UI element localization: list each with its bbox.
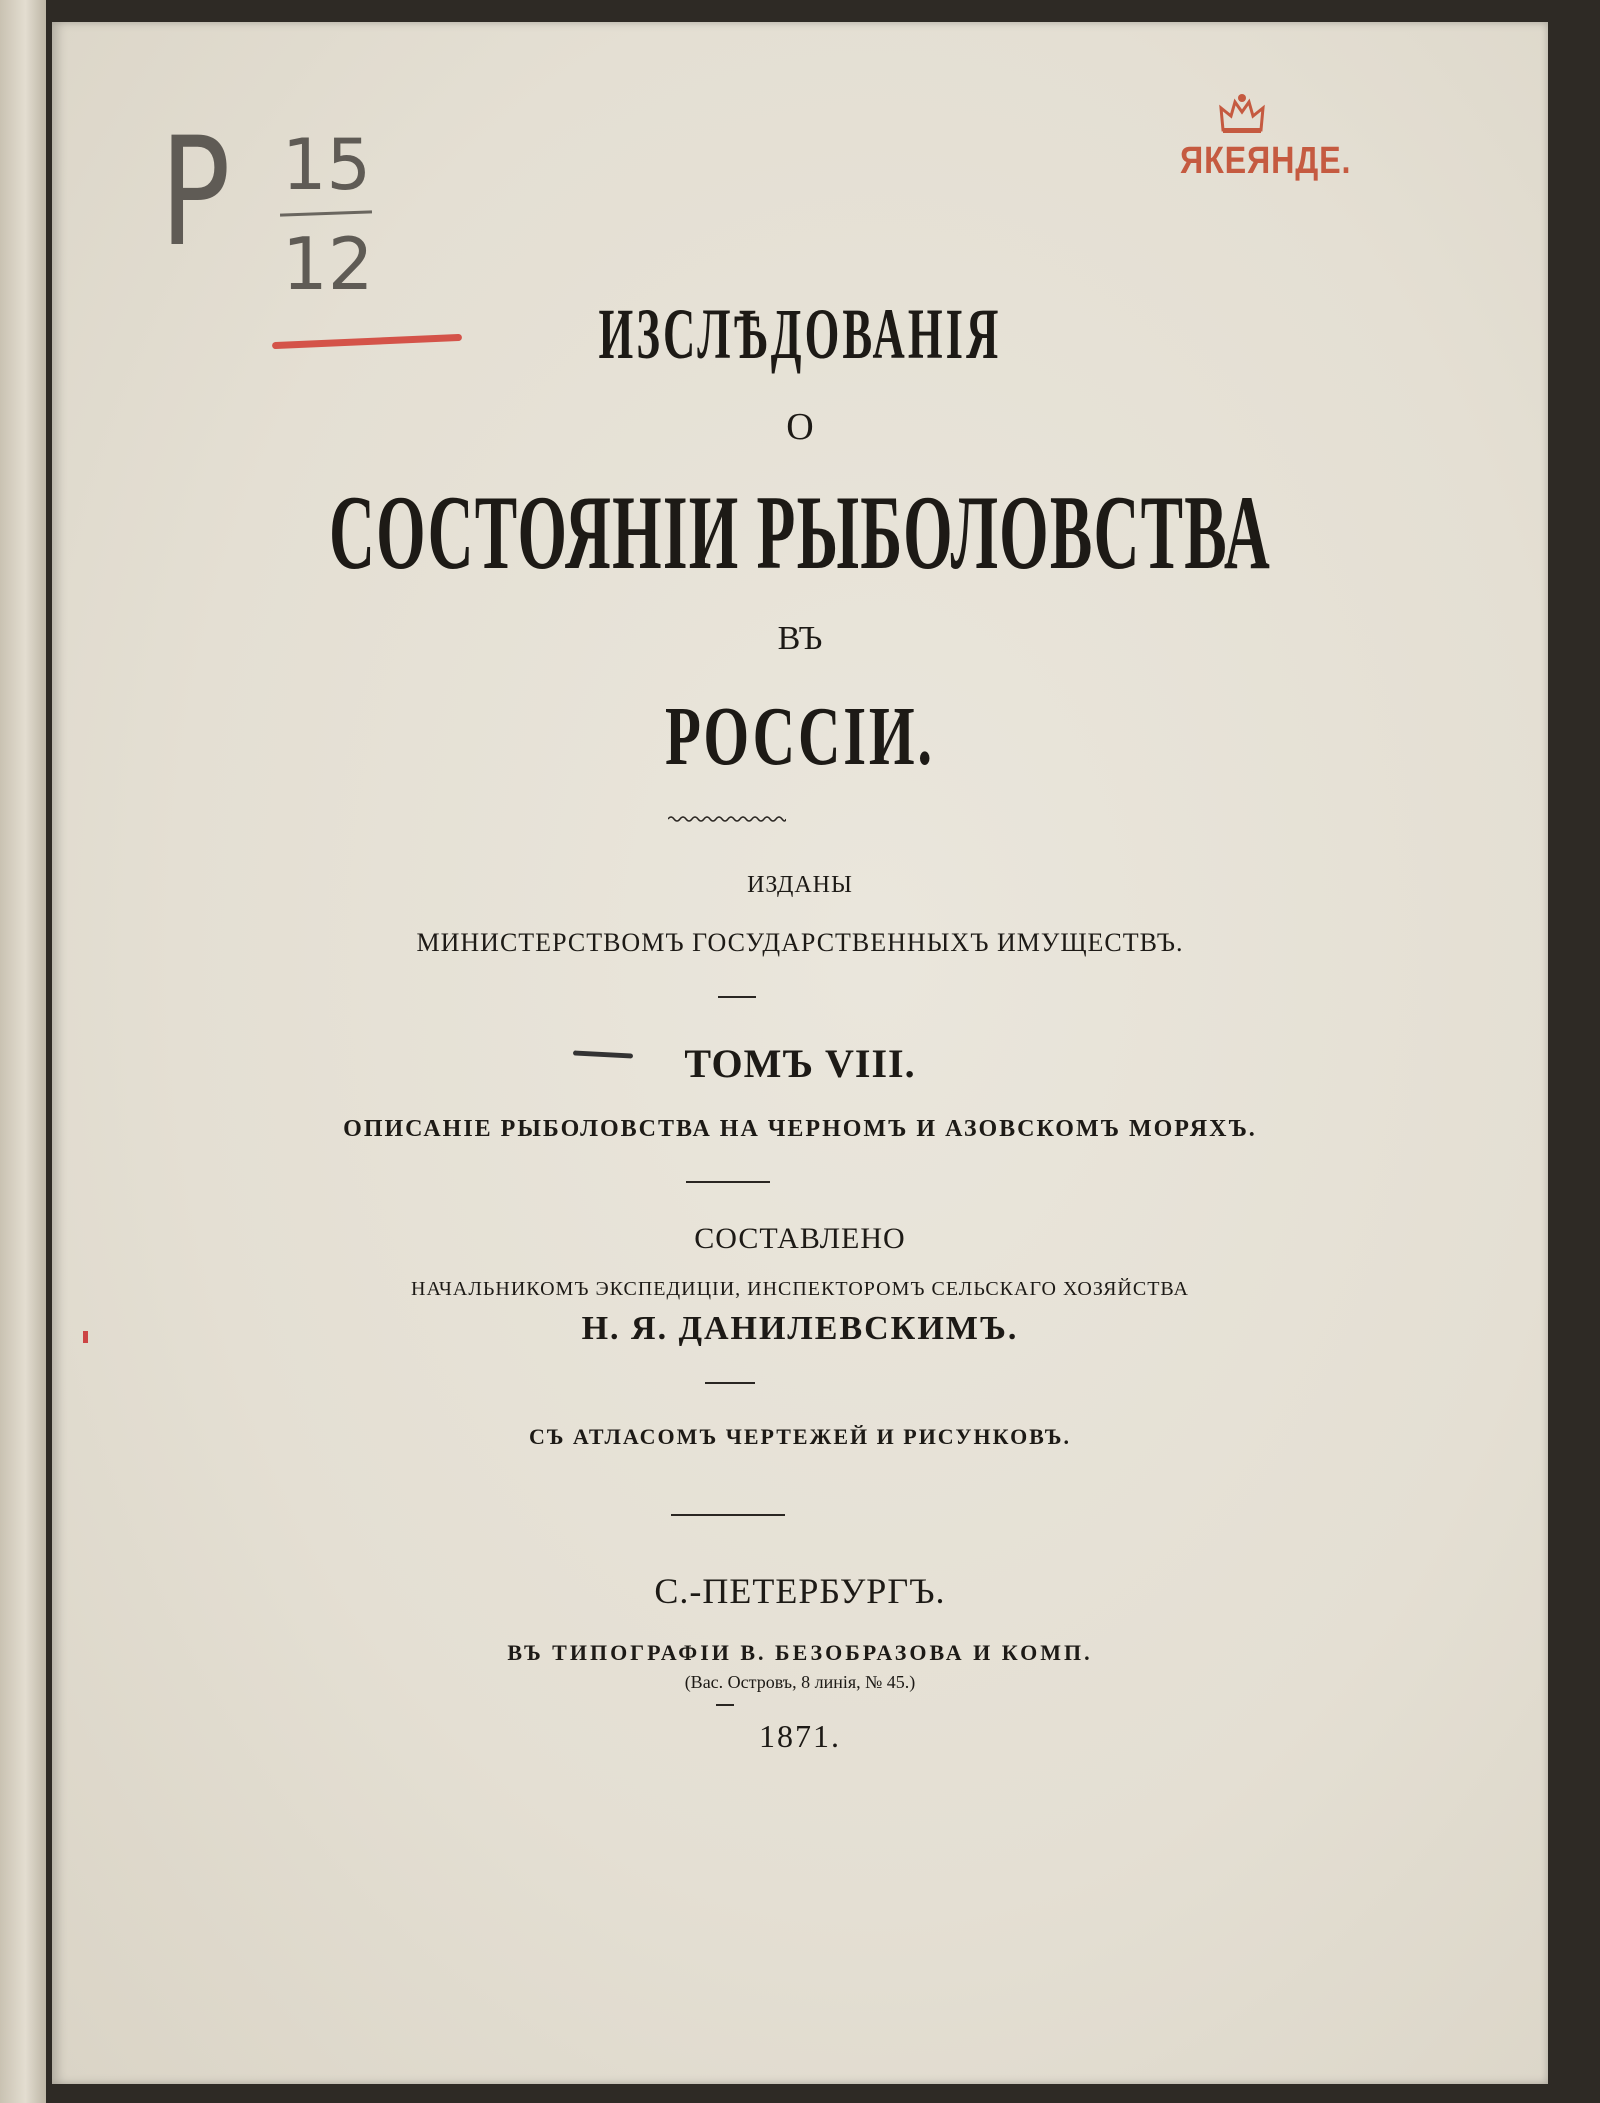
imprint-printer: ВЪ ТИПОГРАФІИ В. БЕЗОБРАЗОВА И КОМП. bbox=[507, 1640, 1093, 1665]
issued-label: ИЗДАНЫ bbox=[747, 872, 853, 898]
wavy-divider bbox=[668, 813, 786, 825]
atlas-note: СЪ АТЛАСОМЪ ЧЕРТЕЖЕЙ И РИСУНКОВЪ. bbox=[528, 1424, 1072, 1449]
divider-rule bbox=[716, 1704, 734, 1706]
title-line-2: О bbox=[786, 406, 814, 448]
shelfmark-denominator: 12 bbox=[282, 222, 374, 306]
divider-rule bbox=[718, 996, 756, 998]
imprint-address: (Вас. Островъ, 8 линія, № 45.) bbox=[684, 1672, 916, 1692]
imprint-year: 1871. bbox=[759, 1718, 841, 1754]
title-line-5: РОССІИ. bbox=[665, 690, 935, 783]
shelfmark-numerator: 15 bbox=[282, 124, 372, 206]
ministry-name: МИНИСТЕРСТВОМЪ ГОСУДАРСТВЕННЫХЪ ИМУЩЕСТВЪ. bbox=[416, 928, 1184, 957]
volume-description: ОПИСАНІЕ РЫБОЛОВСТВА НА ЧЕРНОМЪ И АЗОВСКОМЪ МОРЯХЪ. bbox=[343, 1116, 1257, 1142]
crown-icon bbox=[1217, 92, 1267, 136]
margin-red-mark bbox=[83, 1331, 88, 1343]
title-line-1: ИЗСЛѢДОВАНІЯ bbox=[598, 294, 1002, 374]
library-stamp: ЯКЕЯНДЕ. bbox=[1180, 140, 1352, 182]
compiled-label: СОСТАВЛЕНО bbox=[694, 1222, 906, 1255]
divider-rule bbox=[705, 1382, 755, 1384]
shelfmark-letter: P bbox=[160, 106, 231, 280]
divider-rule bbox=[671, 1514, 785, 1516]
imprint-city: С.-ПЕТЕРБУРГЪ. bbox=[654, 1571, 946, 1611]
title-line-3: СОСТОЯНІИ РЫБОЛОВСТВА bbox=[329, 474, 1271, 591]
title-line-4: ВЪ bbox=[777, 620, 823, 657]
divider-rule bbox=[686, 1181, 770, 1183]
author-name: Н. Я. ДАНИЛЕВСКИМЪ. bbox=[581, 1310, 1019, 1347]
compiler-position: НАЧАЛЬНИКОМЪ ЭКСПЕДИЦІИ, ИНСПЕКТОРОМЪ СЕЛЬСКАГО ХОЗЯЙСТВА bbox=[411, 1278, 1189, 1300]
volume-label: ТОМЪ VIII. bbox=[684, 1041, 916, 1086]
